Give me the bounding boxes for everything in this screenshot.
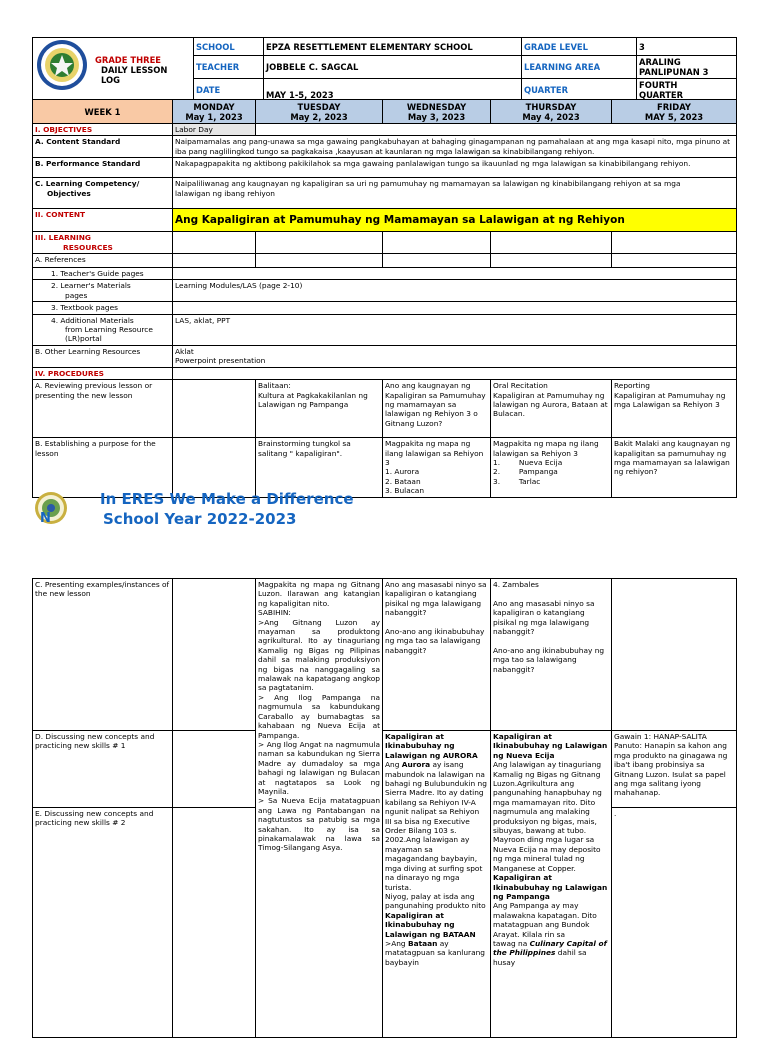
learners-materials-value: Learning Modules/LAS (page 2-10) <box>173 280 737 302</box>
proc-b-thursday-intro: Magpakita ng mapa ng ilang lalawigan sa Rehiyon 3 <box>493 439 599 458</box>
teacher-label: TEACHER <box>194 56 264 79</box>
learning-area-line1: ARALING <box>639 57 681 67</box>
proc-d-friday: Gawain 1: HANAP-SALITA Panuto: Hanapin sa kahon ang mga produkto na ginagawa ng iba't ibang probinsiya sa Gitnang Luzon. Isulat sa papel ang mga salitang iyong mahahanap. <box>612 731 737 808</box>
other-resources-1: Aklat <box>175 346 194 356</box>
footer-school-year: School Year 2022-2023 <box>103 510 297 528</box>
day-header-wednesday: WEDNESDAY May 3, 2023 <box>383 100 491 124</box>
competency-text-1: Naipaliliwanag ang kaugnayan ng kapaligiran sa uri ng pamumuhay ng mamamayan sa lalawigan ng kinabibilangang rehiyon at sa mga <box>175 179 681 189</box>
doc-type-line1: DAILY LESSON <box>101 64 168 75</box>
bataan-text: ay matatagpuan sa kanlurang baybayin <box>385 938 485 967</box>
proc-b-label: B. Establishing a purpose for the lesson <box>33 438 173 497</box>
proc-b-friday: Bakit Malaki ang kaugnayan ng kapaligitan sa pamumuhay ng mga mamamayan sa lalawigan ng rehiyon? <box>612 438 737 497</box>
proc-b-wed-item: 3. Bulacan <box>385 486 425 496</box>
proc-a-tuesday: Balitaan: Kultura at Pagkakakilanlan ng Lalawigan ng Pampanga <box>256 380 383 438</box>
references-label: A. References <box>33 254 173 268</box>
quarter-line2: QUARTER <box>639 90 684 100</box>
date-label: DATE <box>194 79 264 102</box>
week-label: WEEK 1 <box>33 100 173 124</box>
objectives-heading: I. OBJECTIVES <box>33 124 173 136</box>
proc-b-thu-item: 2. Pampanga <box>493 467 558 477</box>
teacher-value: JOBBELE C. SAGCAL <box>264 56 522 79</box>
additional-materials-3: (LR)portal <box>65 334 102 344</box>
date-value: MAY 1-5, 2023 <box>264 79 522 102</box>
proc-c-thursday: 4. Zambales Ano ang masasabi ninyo sa kapaligiran o katangiang pisikal ng mga lalawigang nabanggit? Ano-ano ang ikinabubuhay ng mga tao sa lalawigang nabanggit? <box>491 579 612 731</box>
labor-day-note: Labor Day <box>173 124 256 136</box>
learners-materials-label-1: 2. Learner's Materials <box>51 281 131 291</box>
proc-b-tuesday: Brainstorming tungkol sa salitang " kapaligiran". <box>256 438 383 497</box>
lesson-log-table-page2: C. Presenting examples/instances of the new lesson Magpakita ng mapa ng Gitnang Luzon. Ilarawan ang katangian ng kapaligitan nito. SABIHIN: >Ang Gitnang Luzon ay mayaman sa produktong agrikultural. Ito ay tinaguriang Kamalig ng Bigas ng Pilipinas dahil sa malaking produksiyon ng bigas na nanggagaling sa malawak na kapatagang angkop sa pagtatanim. > Ang Ilog Pampanga na nagmumula sa kabundukang Caraballo ay bumabagtas sa kahabaan ng Nueva Ecija at Pampanga. > Ang Ilog Angat na nagmumula naman sa kabundukan ng Sierra Madre ay dumadaloy sa mga bahagi ng lalawigan ng Bulacan at nagtatapos sa Look ng Maynila. > Sa Nueva Ecija matatagpuan ang Lawa ng Pantabangan na nagtutustos sa patubig sa mga sakahan. Ito ay isa sa pinakamalawak na lawa sa Timog-Silangang Asya. Ano ang masasabi ninyo sa kapaligiran o katangiang pisikal ng mga lalawigang nabanggit? Ano-ano ang ikinabubuhay ng mga tao sa lalawigang nabanggit? 4. Zambales Ano ang masasabi ninyo sa kapaligiran o katangiang pisikal ng mga lalawigang nabanggit? Ano-ano ang ikinabubuhay ng mga tao sa lalawigang nabanggit? D. Discussing new concepts and practicing new skills # 1 Kapaligiran at Ikinabubuhay ng Lalawigan ng AURORA Ang Aurora ay isang mabundok na lalawigan na bahagi ng Bulubundukin ng Sierra Madre. Ito ay dating kabilang sa Rehiyon IV-A ngunit nalipat sa Rehiyon III sa bisa ng Executive Order Bilang 103 s. 2002.Ang lalawigan ay mayaman sa magagandang baybayin, mga diving at surfing spot na dinarayo ng mga turista. Niyog, palay at isda ang pangunahing produkto nito Kapaligiran at Ikinabubuhay ng Lalawigan ng BATAAN >Ang Bataan ay matatagpuan sa kanlurang baybayin Kapaligiran at Ikinabubuhay ng Lalawigan ng Nueva Ecija Ang lalawigan ay tinaguriang Kamalig ng Bigas ng Gitnang Luzon.Agrikultura ang pangunahing hanapbuhay ng mga mamamayan rito. Dito nagmumula ang malaking produksiyon ng bigas, mais, sibuyas, bawang at tubo. Mayroon ding mga lugar sa Nueva Ecija na may deposito ng mga mineral tulad ng Manganese at Copper. Kapaligiran at Ikinabubuhay ng Lalawigan ng Pampanga Ang Pampanga ay may malawakna kapatagan. Dito matatagpuan ang Bundok Arayat. Kilala rin sa tawag na Culinary Capital of the Philippines dahil sa husay Gawain 1: HANAP-SALITA Panuto: Hanapin sa kahon ang mga produkto na ginagawa ng iba't ibang probinsiya sa Gitnang Luzon. Isulat sa papel ang mga salitang iyong mahahanap. E. Discussing new concepts and practicing new skills # 2 . <box>32 578 737 1038</box>
doc-type-line2: LOG <box>101 74 121 85</box>
proc-b-wednesday-intro: Magpakita ng mapa ng ilang lalawigan sa Rehiyon 3 <box>385 439 484 467</box>
proc-e-label: E. Discussing new concepts and practicing new skills # 2 <box>33 808 173 1038</box>
content-heading: II. CONTENT <box>33 209 173 232</box>
proc-e-friday: . <box>612 808 737 1038</box>
proc-a-friday: Reporting Kapaligiran at Pamumuhay ng mga Lalawigan sa Rehiyon 3 <box>612 380 737 438</box>
teachers-guide-label: 1. Teacher's Guide pages <box>33 268 173 280</box>
proc-b-wed-item: 1. Aurora <box>385 467 420 477</box>
additional-materials-1: 4. Additional Materials <box>51 315 134 325</box>
grade-label: GRADE THREE <box>95 54 162 65</box>
learning-area-label: LEARNING AREA <box>522 56 637 79</box>
day-header-tuesday: TUESDAY May 2, 2023 <box>256 100 383 124</box>
resources-heading-1: III. LEARNING <box>35 233 91 243</box>
textbook-pages-label: 3. Textbook pages <box>33 302 173 314</box>
nueva-ecija-text: Ang lalawigan ay tinaguriang Kamalig ng Bigas ng Gitnang Luzon.Agrikultura ang pangunahing hanapbuhay ng mga mamamayan rito. Dito nagmumula ang malaking produksiyon ng bigas, mais, sibuyas, bawang at tubo. Mayroon ding mga lugar sa Nueva Ecija na may deposito ng mga mineral tulad ng Manganese at Copper. <box>493 760 602 873</box>
header-table <box>32 37 737 102</box>
lesson-log-table <box>32 99 737 498</box>
proc-cde-tuesday: Magpakita ng mapa ng Gitnang Luzon. Ilarawan ang katangian ng kapaligitan nito. SABIHIN: >Ang Gitnang Luzon ay mayaman sa produktong agrikultural. Ito ay tinaguriang Kamalig ng Bigas ng Pilipinas dahil sa malaking produksiyon ng bigas na nanggagaling sa malawak na kapatagang angkop sa pagtatanim. > Ang Ilog Pampanga na nagmumula sa kabundukang Caraballo ay bumabagtas sa kahabaan ng Nueva Ecija at Pampanga. > Ang Ilog Angat na nagmumula naman sa kabundukan ng Sierra Madre ay dumadaloy sa mga bahagi ng lalawigan ng Bulacan at nagtatapos sa Look ng Maynila. > Sa Nueva Ecija matatagpuan ang Lawa ng Pantabangan na nagtutustos sa patubig sa mga sakahan. Ito ay isa sa pinakamalawak na lawa sa Timog-Silangang Asya. <box>256 579 383 1038</box>
quarter-line1: FOURTH <box>639 80 678 90</box>
competency-label-1: C. Learning Competency/ <box>35 179 140 189</box>
resources-heading-2: RESOURCES <box>63 242 113 252</box>
content-standard-label: A. Content Standard <box>33 136 173 158</box>
proc-c-wednesday: Ano ang masasabi ninyo sa kapaligiran o katangiang pisikal ng mga lalawigang nabanggit? Ano-ano ang ikinabubuhay ng mga tao sa lalawigang nabanggit? <box>383 579 491 731</box>
additional-materials-2: from Learning Resource <box>65 325 153 335</box>
other-resources-label: B. Other Learning Resources <box>33 345 173 367</box>
proc-d-label: D. Discussing new concepts and practicing new skills # 1 <box>33 731 173 808</box>
footer-letter: N <box>40 511 51 526</box>
school-value: EPZA RESETTLEMENT ELEMENTARY SCHOOL <box>264 38 522 56</box>
aurora-text: ay isang mabundok na lalawigan na bahagi ng Bulubundukin ng Sierra Madre. Ito ay dating kabilang sa Rehiyon IV-A ngunit nalipat sa Rehiyon III sa bisa ng Executive Order Bilang 103 s. 2002.Ang lalawigan ay mayaman sa magagandang baybayin, mga diving at surfing spot na dinarayo ng mga turista. Niyog, palay at isda ang pangunahing produkto nito <box>385 760 487 911</box>
day-header-friday: FRIDAY MAY 5, 2023 <box>612 100 737 124</box>
pampanga-text: Ang Pampanga ay may malawakna kapatagan. Dito matatagpuan ang Bundok Arayat. Kilala rin sa tawag na <box>493 901 597 948</box>
other-resources-2: Powerpoint presentation <box>175 356 266 366</box>
proc-a-thursday: Oral Recitation Kapaligiran at Pamumuhay ng lalawigan ng Aurora, Bataan at Bulacan. <box>491 380 612 438</box>
proc-b-thu-item: 1. Nueva Ecija <box>493 457 563 467</box>
pampanga-title: Kapaligiran at Ikinabubuhay ng Lalawigan ng Pampanga <box>493 873 608 901</box>
learning-area-line2: PANLIPUNAN 3 <box>639 67 709 77</box>
procedures-heading: IV. PROCEDURES <box>33 367 173 379</box>
day-header-thursday: THURSDAY May 4, 2023 <box>491 100 612 124</box>
proc-a-wednesday: Ano ang kaugnayan ng Kapaligiran sa Pamumuhay ng mamamayan sa lalawigan ng Rehiyon 3 o Gitnang Luzon? <box>383 380 491 438</box>
page-footer <box>0 489 768 529</box>
grade-level-label: GRADE LEVEL <box>522 38 637 56</box>
proc-b-thu-item: 3. Tarlac <box>493 476 541 486</box>
content-title: Ang Kapaligiran at Pamumuhay ng Mamamayan sa Lalawigan at ng Rehiyon <box>173 209 737 232</box>
proc-a-label: A. Reviewing previous lesson or presenting the new lesson <box>33 380 173 438</box>
performance-standard-text: Nakapagpapakita ng aktibong pakikilahok sa mga gawaing panlalawigan tungo sa ikauunlad ng mga lalawigan sa kinabibilangang rehiyon. <box>173 158 737 178</box>
aurora-title: Kapaligiran at Ikinabubuhay ng Lalawigan ng AURORA <box>385 732 478 760</box>
content-standard-text: Naipamamalas ang pang-unawa sa mga gawaing pangkabuhayan at bahaging ginagampanan ng pamahalaan at ang mga kasapi nito, mga pinuno at iba pang naglilingkod tungo sa pagkakaisa ,kaayusan at kaunlaran ng mga lalawigan sa kinabibilangang rehiyon. <box>173 136 737 158</box>
competency-label-2: Objectives <box>47 188 91 198</box>
bataan-title: Kapaligiran at Ikinabubuhay ng Lalawigan ng BATAAN <box>385 910 476 939</box>
competency-text-2: lalawigan ng ibang rehiyon <box>175 188 275 198</box>
day-header-monday: MONDAY May 1, 2023 <box>173 100 256 124</box>
proc-c-label: C. Presenting examples/instances of the new lesson <box>33 579 173 731</box>
performance-standard-label: B. Performance Standard <box>33 158 173 178</box>
additional-materials-value: LAS, aklat, PPT <box>173 314 737 345</box>
grade-level-value: 3 <box>637 38 737 56</box>
learners-materials-label-2: pages <box>65 290 88 300</box>
nueva-ecija-title: Kapaligiran at Ikinabubuhay ng Lalawigan ng Nueva Ecija <box>493 732 608 760</box>
proc-b-wed-item: 2. Bataan <box>385 476 421 486</box>
footer-motto: In ERES We Make a Difference <box>100 490 354 508</box>
school-label: SCHOOL <box>194 38 264 56</box>
quarter-label: QUARTER <box>522 79 637 102</box>
